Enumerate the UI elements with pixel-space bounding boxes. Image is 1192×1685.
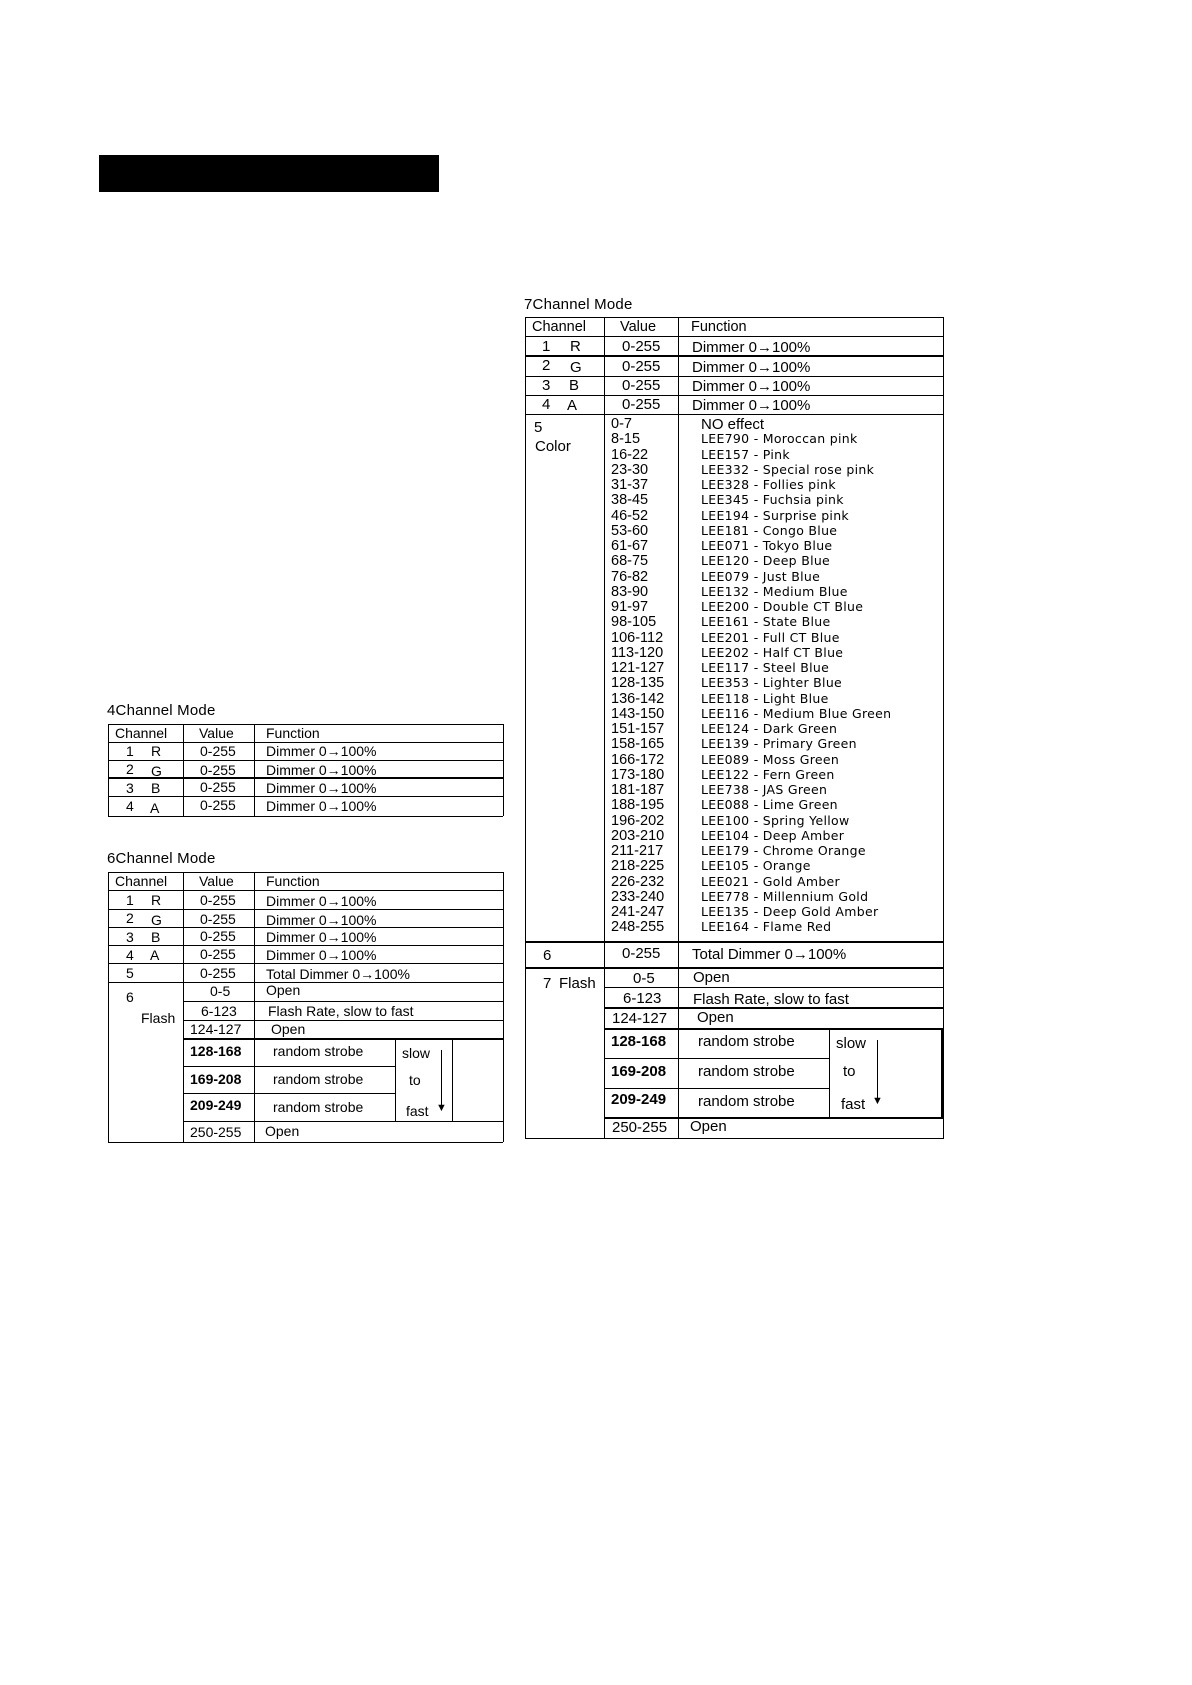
flash-channel-label: Flash — [141, 1010, 176, 1026]
color-name: LEE200 - Double CT Blue — [701, 599, 864, 614]
speed-slow-label: slow — [402, 1045, 431, 1061]
table-row-num: 1 — [126, 743, 134, 759]
color-name: LEE089 - Moss Green — [701, 751, 840, 767]
table-row-function: Dimmer 0→100% — [692, 378, 811, 395]
flash-function: Open — [271, 1021, 306, 1037]
strobe-value: 209-249 — [190, 1097, 242, 1113]
color-range-value: 166-172 — [611, 751, 665, 768]
arrow-down-icon: ▼ — [436, 1102, 447, 1114]
header-channel: Channel — [532, 319, 587, 335]
color-name: LEE100 - Spring Yellow — [701, 812, 850, 828]
table-row-value: 0-255 — [622, 338, 661, 355]
color-range-value: 76-82 — [611, 568, 649, 585]
header-value: Value — [199, 725, 234, 741]
color-range-value: 53-60 — [611, 522, 649, 539]
table-row-function: Dimmer 0→100% — [692, 397, 811, 414]
table-row-value: 0-255 — [200, 946, 236, 962]
table-row-letter: R — [151, 743, 162, 759]
table-row-value: 0-255 — [200, 892, 236, 908]
flash-value: 250-255 — [190, 1124, 242, 1140]
speed-to-label: to — [843, 1063, 856, 1080]
color-name: LEE202 - Half CT Blue — [701, 644, 844, 660]
table-row-function: Dimmer 0→100% — [266, 780, 377, 796]
flash-value: 6-123 — [201, 1003, 237, 1019]
dimmer-value: 0-255 — [622, 945, 661, 962]
table-row-value: 0-255 — [200, 779, 236, 795]
flash-function: Flash Rate, slow to fast — [693, 991, 849, 1008]
strobe-function: random strobe — [273, 1043, 364, 1059]
header-function: Function — [266, 873, 320, 889]
table-row-letter: G — [151, 763, 162, 779]
color-range-value: 233-240 — [611, 888, 665, 905]
color-name: LEE345 - Fuchsia pink — [701, 492, 844, 508]
table-row-letter: G — [570, 359, 582, 376]
arrow-down-icon: ▼ — [872, 1095, 883, 1107]
color-name: LEE105 - Orange — [701, 858, 811, 874]
color-range-value: 38-45 — [611, 492, 649, 509]
strobe-value: 128-168 — [190, 1043, 242, 1059]
color-name: LEE117 - Steel Blue — [701, 660, 830, 675]
table-row-num: 3 — [542, 377, 551, 394]
flash-value: 124-127 — [612, 1010, 668, 1027]
table-row-num: 4 — [542, 396, 551, 413]
color-range-value: 121-127 — [611, 660, 665, 676]
strobe-function: random strobe — [273, 1099, 364, 1115]
color-name: LEE201 - Full CT Blue — [701, 629, 840, 645]
strobe-function: random strobe — [698, 1093, 795, 1110]
color-name: LEE116 - Medium Blue Green — [701, 705, 892, 721]
color-name: LEE328 - Follies pink — [701, 477, 836, 492]
table-row-num: 3 — [126, 929, 134, 945]
table-row-letter: R — [570, 338, 581, 355]
color-name: LEE778 - Millennium Gold — [701, 888, 869, 904]
flash-function: Flash Rate, slow to fast — [268, 1003, 414, 1019]
table-row-function: Dimmer 0→100% — [266, 893, 377, 909]
header-channel: Channel — [115, 873, 168, 889]
table-row-function: Dimmer 0→100% — [266, 929, 377, 945]
table-row-letter: G — [151, 912, 162, 928]
color-range-value: 136-142 — [611, 690, 665, 707]
color-range-value: 46-52 — [611, 507, 649, 524]
color-range-value: 188-195 — [611, 797, 665, 814]
color-range-value: 68-75 — [611, 553, 649, 570]
table-row-num: 2 — [126, 761, 134, 777]
speed-to-label: to — [409, 1072, 421, 1088]
speed-arrow-line — [877, 1040, 878, 1101]
table-row-num: 5 — [126, 965, 134, 981]
color-name: LEE139 - Primary Green — [701, 736, 857, 752]
table-row-letter: B — [151, 929, 161, 945]
header-value: Value — [199, 873, 234, 889]
color-name: LEE122 - Fern Green — [701, 766, 835, 782]
table-row-num: 3 — [126, 780, 134, 796]
strobe-value: 169-208 — [611, 1063, 667, 1080]
flash-channel-num: 6 — [126, 989, 134, 1005]
table-row-letter: A — [150, 947, 160, 963]
table-row-num: 4 — [126, 947, 134, 963]
speed-arrow-line — [441, 1050, 442, 1109]
table-row-value: 0-255 — [622, 377, 661, 394]
color-name: LEE790 - Moroccan pink — [701, 431, 858, 447]
color-name: LEE179 - Chrome Orange — [701, 843, 866, 858]
color-range-value: 241-247 — [611, 904, 665, 920]
table-row-letter: B — [569, 377, 580, 394]
table-row-num: 1 — [542, 338, 551, 355]
table-row-value: 0-255 — [200, 928, 236, 944]
table-row-value: 0-255 — [200, 911, 236, 927]
strobe-function: random strobe — [698, 1063, 795, 1080]
color-name: LEE164 - Flame Red — [701, 919, 832, 935]
color-range-value: 196-202 — [611, 812, 665, 829]
color-name: LEE120 - Deep Blue — [701, 553, 831, 569]
table-row-num: 2 — [126, 910, 134, 926]
color-name: LEE181 - Congo Blue — [701, 522, 838, 538]
table-row-value: 0-255 — [200, 965, 236, 981]
color-range-value: 8-15 — [611, 431, 641, 448]
color-channel-label: Color — [535, 438, 571, 455]
color-name: LEE071 - Tokyo Blue — [701, 538, 833, 553]
section-header-bar — [99, 155, 439, 192]
color-name: LEE135 - Deep Gold Amber — [701, 904, 879, 919]
strobe-value: 169-208 — [190, 1071, 242, 1087]
color-range-value: 91-97 — [611, 599, 649, 615]
color-range-value: 218-225 — [611, 858, 665, 875]
color-name: LEE088 - Lime Green — [701, 797, 838, 813]
flash-value: 6-123 — [623, 990, 662, 1007]
color-range-value: 173-180 — [611, 766, 665, 783]
flash-channel-num: 7 — [543, 975, 552, 992]
color-name: LEE118 - Light Blue — [701, 690, 829, 706]
flash-value: 0-5 — [633, 970, 655, 987]
color-range-value: 0-7 — [611, 416, 632, 432]
flash-function: Open — [697, 1009, 734, 1026]
dimmer-function: Total Dimmer 0→100% — [692, 946, 847, 963]
color-range-value: 128-135 — [611, 675, 665, 692]
table-row-function: Dimmer 0→100% — [266, 912, 377, 928]
table-row-function: Dimmer 0→100% — [266, 947, 377, 963]
table-6-title: 6Channel Mode — [107, 850, 216, 867]
color-name: LEE353 - Lighter Blue — [701, 675, 843, 691]
table-row-function: Dimmer 0→100% — [266, 743, 377, 759]
color-name: LEE738 - JAS Green — [701, 782, 828, 797]
table-row-num: 1 — [126, 892, 134, 908]
table-row-function: Dimmer 0→100% — [266, 762, 377, 778]
color-range-value: 113-120 — [611, 644, 664, 661]
color-name: LEE161 - State Blue — [701, 614, 831, 630]
table-row-value: 0-255 — [622, 396, 661, 413]
dimmer-channel-num: 6 — [543, 947, 552, 964]
header-function: Function — [266, 725, 320, 741]
color-name: LEE132 - Medium Blue — [701, 583, 848, 599]
table-row-value: 0-255 — [200, 762, 236, 778]
color-range-value: 151-157 — [611, 721, 665, 737]
table-row-function: Dimmer 0→100% — [692, 359, 811, 376]
table-row-value: 0-255 — [622, 358, 661, 375]
flash-value: 250-255 — [612, 1119, 668, 1136]
color-range-value: 226-232 — [611, 873, 665, 890]
color-name: LEE332 - Special rose pink — [701, 461, 875, 477]
table-row-function: Dimmer 0→100% — [266, 798, 377, 814]
color-range-value: 16-22 — [611, 446, 649, 463]
color-range-value: 61-67 — [611, 538, 649, 554]
table-row-letter: R — [151, 892, 162, 908]
color-name: LEE194 - Surprise pink — [701, 507, 849, 523]
color-name: LEE124 - Dark Green — [701, 721, 838, 736]
color-range-value: 158-165 — [611, 736, 665, 753]
color-range-value: 181-187 — [611, 782, 665, 798]
strobe-function: random strobe — [273, 1071, 364, 1087]
color-range-value: 211-217 — [611, 843, 664, 859]
color-range-value: 143-150 — [611, 705, 665, 722]
color-channel-num: 5 — [534, 419, 543, 436]
color-range-value: 31-37 — [611, 477, 649, 493]
table-row-function: Dimmer 0→100% — [692, 339, 811, 356]
color-name: NO effect — [701, 416, 765, 433]
color-range-value: 106-112 — [611, 629, 664, 646]
speed-fast-label: fast — [406, 1103, 429, 1119]
color-range-value: 98-105 — [611, 614, 657, 631]
flash-function: Open — [265, 1123, 300, 1139]
table-row-function: Total Dimmer 0→100% — [266, 966, 410, 982]
table-row-value: 0-255 — [200, 797, 236, 813]
color-name: LEE104 - Deep Amber — [701, 827, 845, 843]
table-4-title: 4Channel Mode — [107, 702, 216, 719]
color-name: LEE021 - Gold Amber — [701, 873, 840, 889]
header-value: Value — [620, 319, 657, 335]
color-name: LEE157 - Pink — [701, 446, 790, 462]
header-function: Function — [691, 319, 747, 335]
strobe-function: random strobe — [698, 1033, 795, 1050]
flash-function: Open — [693, 969, 730, 986]
table-row-letter: A — [150, 800, 160, 816]
color-range-value: 23-30 — [611, 461, 649, 478]
strobe-value: 128-168 — [611, 1033, 667, 1050]
strobe-value: 209-249 — [611, 1091, 667, 1108]
flash-value: 0-5 — [210, 983, 231, 999]
header-channel: Channel — [115, 725, 168, 741]
speed-slow-label: slow — [836, 1035, 867, 1052]
table-row-value: 0-255 — [200, 743, 236, 759]
speed-fast-label: fast — [841, 1096, 866, 1113]
color-range-value: 83-90 — [611, 583, 649, 600]
flash-function: Open — [690, 1118, 727, 1135]
table-7-title: 7Channel Mode — [524, 296, 633, 313]
table-row-letter: B — [151, 780, 161, 796]
flash-function: Open — [266, 982, 301, 998]
table-row-num: 4 — [126, 798, 134, 814]
table-row-num: 2 — [542, 357, 551, 374]
flash-channel-label: Flash — [559, 975, 596, 992]
table-row-letter: A — [567, 397, 578, 414]
color-name: LEE079 - Just Blue — [701, 568, 821, 584]
color-range-value: 203-210 — [611, 827, 665, 844]
color-range-value: 248-255 — [611, 919, 665, 936]
flash-value: 124-127 — [190, 1021, 242, 1037]
